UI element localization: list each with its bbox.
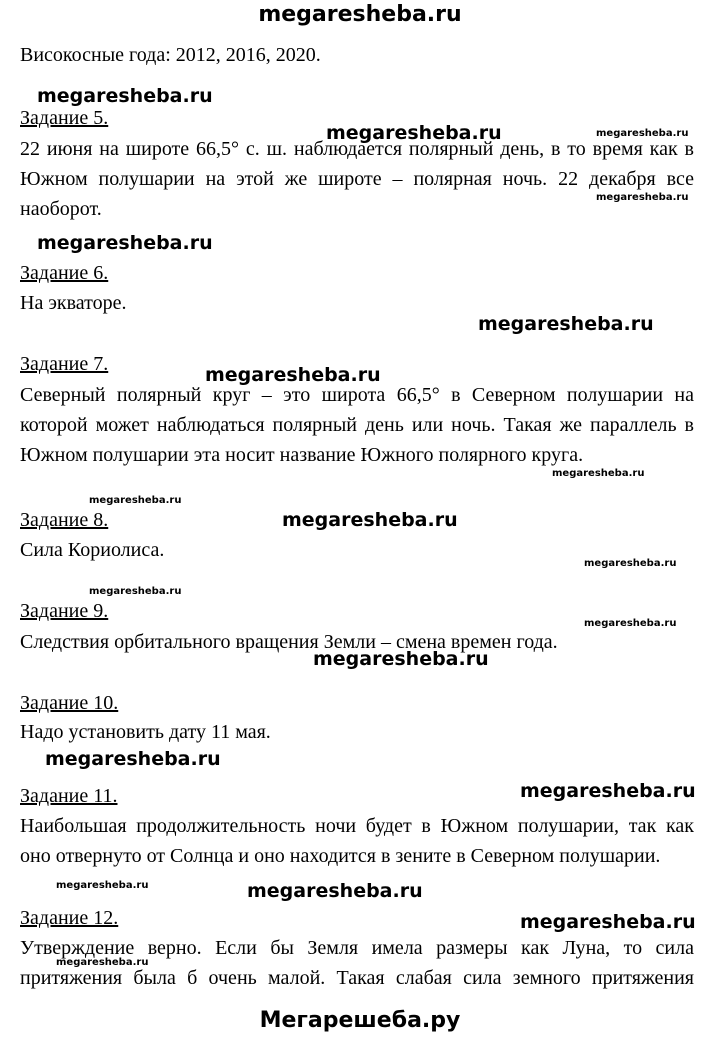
task-8-answer: Сила Кориолиса.	[20, 539, 165, 561]
leap-years-line: Високосные года: 2012, 2016, 2020.	[20, 44, 321, 66]
watermark: megaresheba.ru	[584, 558, 677, 569]
task-6-answer: На экваторе.	[20, 292, 127, 314]
task-5-line-3: наоборот.	[20, 198, 102, 220]
task-9-heading: Задание 9.	[20, 600, 109, 622]
task-5-line-1: 22 июня на широте 66,5° с. ш. наблюдается полярный день, в то время как в	[20, 138, 694, 160]
task-8-heading: Задание 8.	[20, 509, 109, 531]
watermark: megaresheba.ru	[56, 880, 149, 891]
task-9-answer: Следствия орбитального вращения Земли – смена времен года.	[20, 631, 558, 653]
watermark: megaresheba.ru	[326, 122, 502, 144]
task-11-heading: Задание 11.	[20, 785, 118, 807]
task-7-line-3: Южном полушарии эта носит название Южного полярного круга.	[20, 444, 584, 466]
watermark: megaresheba.ru	[282, 509, 458, 531]
watermark: megaresheba.ru	[520, 911, 696, 933]
watermark: megaresheba.ru	[596, 192, 689, 203]
watermark: megaresheba.ru	[552, 468, 645, 479]
task-10-heading: Задание 10.	[20, 692, 119, 714]
task-10-answer: Надо установить дату 11 мая.	[20, 721, 271, 743]
task-5-heading: Задание 5.	[20, 107, 109, 129]
watermark: megaresheba.ru	[478, 313, 654, 335]
task-7-answer	[20, 380, 694, 470]
watermark: megaresheba.ru	[45, 748, 221, 770]
task-12-line-2: притяжения была б очень малой. Такая слабая сила земного притяжения	[20, 967, 694, 989]
task-11-answer	[20, 811, 694, 871]
watermark: megaresheba.ru	[56, 957, 149, 968]
task-11-line-1: Наибольшая продолжительность ночи будет в Южном полушарии, так как	[20, 815, 694, 837]
watermark: megaresheba.ru	[313, 648, 489, 670]
task-12-heading: Задание 12.	[20, 907, 119, 929]
watermark: megaresheba.ru	[89, 586, 182, 597]
watermark: megaresheba.ru	[37, 85, 213, 107]
watermark: megaresheba.ru	[247, 880, 423, 902]
watermark: megaresheba.ru	[89, 495, 182, 506]
watermark: megaresheba.ru	[37, 232, 213, 254]
task-5-line-2: Южном полушарии на этой же широте – полярная ночь. 22 декабря все	[20, 168, 694, 190]
task-7-heading: Задание 7.	[20, 353, 109, 375]
task-6-heading: Задание 6.	[20, 262, 109, 284]
task-5-answer	[20, 134, 694, 224]
site-footer: Мегарешеба.ру	[259, 1008, 461, 1033]
watermark: megaresheba.ru	[205, 364, 381, 386]
watermark: megaresheba.ru	[596, 128, 689, 139]
task-11-line-2: оно отвернуто от Солнца и оно находится в зените в Северном полушарии.	[20, 845, 661, 867]
task-7-line-2: которой может наблюдаться полярный день или ночь. Такая же параллель в	[20, 414, 694, 436]
watermark: megaresheba.ru	[584, 618, 677, 629]
task-7-line-1: Северный полярный круг – это широта 66,5° в Северном полушарии на	[20, 384, 694, 406]
watermark: megaresheba.ru	[520, 780, 696, 802]
task-12-line-1: Утверждение верно. Если бы Земля имела размеры как Луна, то сила	[20, 937, 694, 959]
site-header: megaresheba.ru	[258, 2, 462, 27]
